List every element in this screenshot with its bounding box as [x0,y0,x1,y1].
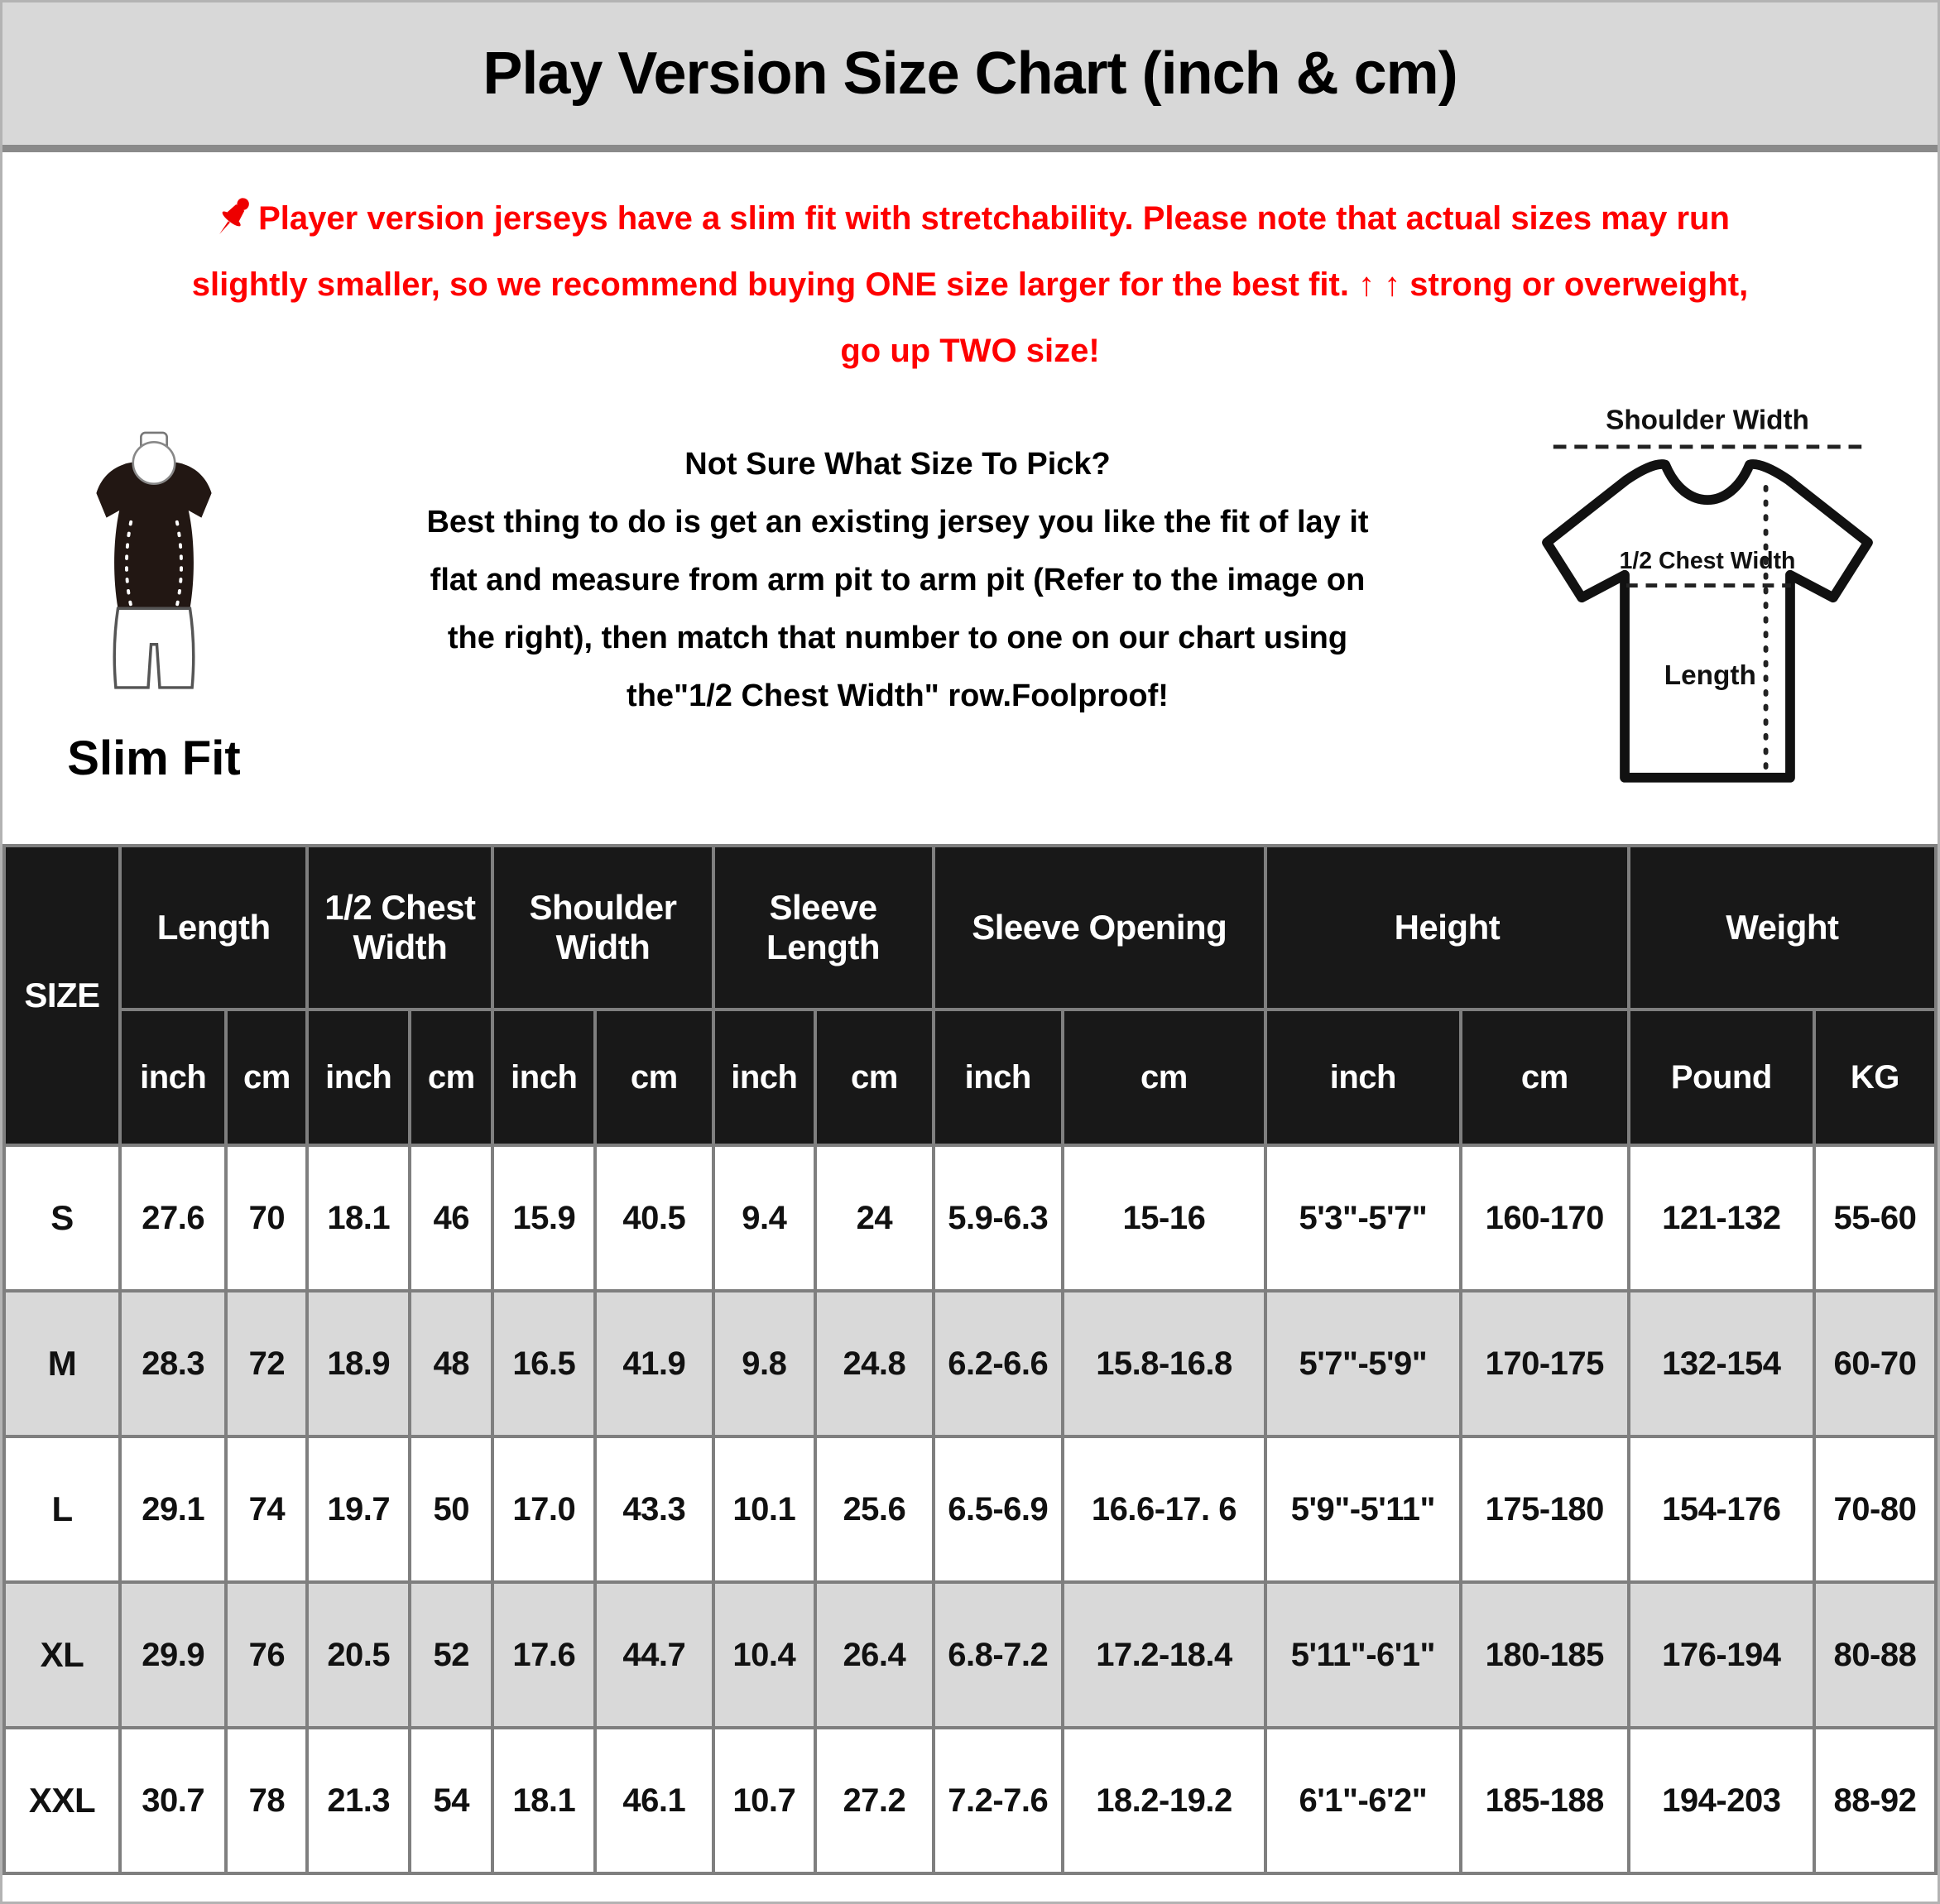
table-cell: 76 [226,1582,307,1728]
table-cell: 17.0 [492,1436,595,1582]
notice-text-3: go up TWO size! [840,333,1100,369]
table-cell: 29.9 [120,1582,226,1728]
table-cell: 18.1 [307,1145,410,1291]
size-label: L [4,1436,120,1582]
table-cell: 6'1"-6'2" [1265,1728,1461,1873]
table-cell: 160-170 [1461,1145,1629,1291]
size-chart-table [2,844,1938,1875]
table-cell: 88-92 [1814,1728,1936,1873]
help-line-4: the"1/2 Chest Width" row.Foolproof! [627,679,1169,713]
unit-header: cm [1063,1010,1265,1145]
help-line-3: the right), then match that number to one on our chart using [447,621,1348,655]
unit-header: inch [1265,1010,1461,1145]
table-cell: 43.3 [595,1436,713,1582]
notice-text-2: slightly smaller, so we recommend buying ONE size larger for the best fit. ↑ ↑ strong or overweight, [191,266,1749,303]
table-cell: 48 [410,1291,492,1436]
unit-header: inch [713,1010,816,1145]
unit-header: cm [226,1010,307,1145]
table-cell: 5.9-6.3 [934,1145,1063,1291]
unit-header: inch [307,1010,410,1145]
table-cell: 185-188 [1461,1728,1629,1873]
group-header-sleeve-opening: Sleeve Opening [934,846,1265,1010]
notice-line-3 [2,318,1938,384]
table-cell: 74 [226,1436,307,1582]
unit-header: inch [492,1010,595,1145]
table-cell: 154-176 [1629,1436,1814,1582]
table-cell: 175-180 [1461,1436,1629,1582]
table-cell: 50 [410,1436,492,1582]
size-label: XL [4,1582,120,1728]
table-cell: 170-175 [1461,1291,1629,1436]
table-cell: 70-80 [1814,1436,1936,1582]
size-help-text [291,387,1505,844]
table-cell: 18.9 [307,1291,410,1436]
table-cell: 16.5 [492,1291,595,1436]
table-cell: 27.2 [815,1728,933,1873]
unit-header: cm [1461,1010,1629,1145]
table-cell: 60-70 [1814,1291,1936,1436]
table-row-m [4,1291,1936,1436]
group-header-length: Length [120,846,307,1010]
length-label: Length [1664,660,1756,692]
unit-header: cm [595,1010,713,1145]
size-label: XXL [4,1728,120,1873]
help-line-1: Best thing to do is get an existing jersey you like the fit of lay it [426,505,1369,540]
table-cell: 7.2-7.6 [934,1728,1063,1873]
table-cell: 78 [226,1728,307,1873]
group-header-shoulder: Shoulder Width [492,846,713,1010]
table-cell: 5'9"-5'11" [1265,1436,1461,1582]
table-cell: 27.6 [120,1145,226,1291]
table-cell: 9.4 [713,1145,816,1291]
table-cell: 70 [226,1145,307,1291]
table-cell: 17.2-18.4 [1063,1582,1265,1728]
table-cell: 5'3"-5'7" [1265,1145,1461,1291]
group-header-weight: Weight [1629,846,1936,1010]
table-row-xl [4,1582,1936,1728]
notice-line-2 [2,252,1938,318]
table-cell: 9.8 [713,1291,816,1436]
table-cell: 52 [410,1582,492,1728]
table-cell: 18.2-19.2 [1063,1728,1265,1873]
unit-header: KG [1814,1010,1936,1145]
fit-notice [2,152,1938,387]
table-cell: 54 [410,1728,492,1873]
table-cell: 29.1 [120,1436,226,1582]
table-cell: 10.7 [713,1728,816,1873]
table-cell: 5'7"-5'9" [1265,1291,1461,1436]
table-cell: 6.5-6.9 [934,1436,1063,1582]
help-heading: Not Sure What Size To Pick? [684,447,1111,482]
shoulder-width-label: Shoulder Width [1606,405,1809,436]
group-header-half-chest: 1/2 Chest Width [307,846,492,1010]
group-header-height: Height [1265,846,1629,1010]
table-cell: 121-132 [1629,1145,1814,1291]
table-cell: 180-185 [1461,1582,1629,1728]
table-row-l [4,1436,1936,1582]
table-cell: 41.9 [595,1291,713,1436]
table-cell: 176-194 [1629,1582,1814,1728]
table-cell: 26.4 [815,1582,933,1728]
title-band [2,2,1938,152]
size-column-header: SIZE [4,846,120,1145]
table-cell: 44.7 [595,1582,713,1728]
middle-section [2,387,1938,844]
table-row-s [4,1145,1936,1291]
table-cell: 15.8-16.8 [1063,1291,1265,1436]
unit-header: inch [120,1010,226,1145]
table-cell: 6.2-6.6 [934,1291,1063,1436]
notice-text-1: Player version jerseys have a slim fit with stretchability. Please note that actual sizes may run [258,200,1730,237]
unit-header: cm [410,1010,492,1145]
table-cell: 30.7 [120,1728,226,1873]
table-cell: 10.4 [713,1582,816,1728]
slim-fit-label: Slim Fit [67,731,241,785]
notice-line-1 [2,185,1938,252]
table-cell: 24 [815,1145,933,1291]
table-cell: 17.6 [492,1582,595,1728]
table-cell: 28.3 [120,1291,226,1436]
table-cell: 5'11"-6'1" [1265,1582,1461,1728]
table-cell: 72 [226,1291,307,1436]
size-label: S [4,1145,120,1291]
group-header-sleeve-length: Sleeve Length [713,846,934,1010]
page-title: Play Version Size Chart (inch & cm) [483,41,1457,107]
table-cell: 18.1 [492,1728,595,1873]
table-cell: 25.6 [815,1436,933,1582]
pushpin-icon [210,193,258,244]
table-cell: 16.6-17. 6 [1063,1436,1265,1582]
measurement-diagram [1505,387,1923,844]
table-cell: 46.1 [595,1728,713,1873]
table-cell: 40.5 [595,1145,713,1291]
table-cell: 55-60 [1814,1145,1936,1291]
size-label: M [4,1291,120,1436]
table-cell: 15.9 [492,1145,595,1291]
table-cell: 6.8-7.2 [934,1582,1063,1728]
table-cell: 15-16 [1063,1145,1265,1291]
slim-fit-block [17,387,291,844]
unit-header: inch [934,1010,1063,1145]
table-cell: 46 [410,1145,492,1291]
table-cell: 194-203 [1629,1728,1814,1873]
help-line-2: flat and measure from arm pit to arm pit (Refer to the image on [430,563,1366,597]
table-cell: 10.1 [713,1436,816,1582]
unit-header: Pound [1629,1010,1814,1145]
table-cell: 19.7 [307,1436,410,1582]
table-cell: 24.8 [815,1291,933,1436]
table-cell: 80-88 [1814,1582,1936,1728]
table-cell: 20.5 [307,1582,410,1728]
table-cell: 21.3 [307,1728,410,1873]
half-chest-width-label: 1/2 Chest Width [1619,547,1796,574]
table-cell: 132-154 [1629,1291,1814,1436]
table-row-xxl [4,1728,1936,1873]
slim-fit-jersey-icon [55,427,253,719]
unit-header: cm [815,1010,933,1145]
